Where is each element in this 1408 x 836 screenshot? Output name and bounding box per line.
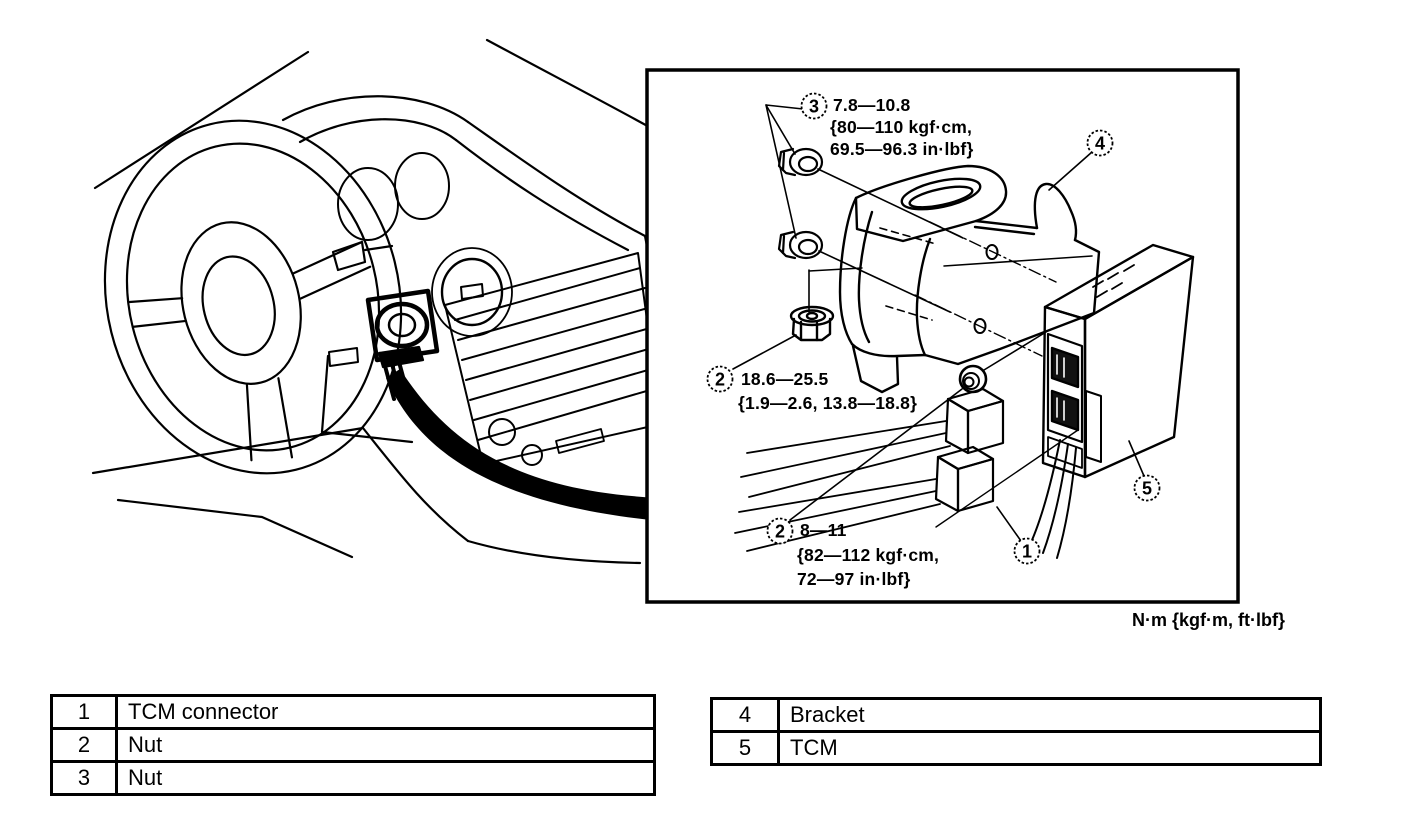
- spec-nut3-line2: {80—110 kgf·cm,: [830, 117, 973, 137]
- legend-label: Nut: [128, 732, 163, 757]
- legend-num: 4: [713, 700, 780, 730]
- wheel-spoke-left: [128, 289, 188, 333]
- legend-num: 5: [713, 733, 780, 763]
- radio-button-row: [556, 429, 604, 453]
- spec-flange-nut-line2: {1.9—2.6, 13.8—18.8}: [738, 393, 918, 413]
- legend-num: 3: [53, 763, 118, 793]
- legend-row-2: [53, 727, 653, 760]
- callout-4-number: 4: [1094, 133, 1106, 154]
- dash-cowl-outer: [283, 96, 468, 122]
- dash-knob-ring: [432, 248, 512, 336]
- wheel-hub-outer: [165, 209, 317, 396]
- legend-table-left: [50, 694, 656, 796]
- floor-line: [468, 541, 640, 563]
- column-stalk: [333, 242, 365, 270]
- callout-1: [1015, 539, 1040, 564]
- callout-3: [802, 94, 827, 119]
- legend-row-1: [53, 697, 653, 727]
- legend-num: 1: [53, 697, 118, 727]
- spec-small-nut-line1: 8—11: [800, 520, 847, 540]
- callout-2b-number: 2: [774, 521, 786, 542]
- wheel-rim-inner: [95, 117, 411, 478]
- spec-nut3-line3: 69.5—96.3 in·lbf}: [830, 139, 974, 159]
- legend-label: TCM: [790, 735, 838, 760]
- dashboard-illustration: [68, 40, 704, 563]
- dash-top-edge2: [456, 140, 628, 250]
- seat-line: [118, 500, 352, 557]
- torque-unit-note: N·m {kgf·m, ft·lbf}: [1132, 610, 1285, 630]
- callout-5: [1135, 476, 1160, 501]
- spec-nut3-line1: 7.8—10.8: [833, 95, 911, 115]
- callout-2-flange: [708, 367, 733, 392]
- wheel-spoke-bottom: [233, 376, 297, 467]
- callout-5-number: 5: [1141, 478, 1153, 499]
- spec-small-nut-line3: 72—97 in·lbf}: [797, 569, 911, 589]
- legend-label: TCM connector: [128, 699, 279, 724]
- legend-row-5: [713, 730, 1319, 763]
- callout-4: [1088, 131, 1113, 156]
- wheel-spoke-right: [289, 242, 373, 299]
- callout-2-small: [768, 519, 793, 544]
- legend-table-right: [710, 697, 1322, 766]
- legend-label: Bracket: [790, 702, 865, 727]
- legend-num: 2: [53, 730, 118, 760]
- callout-2a-number: 2: [714, 369, 726, 390]
- stalk-lever: [365, 246, 392, 250]
- legend-row-4: [713, 700, 1319, 730]
- spec-flange-nut-line1: 18.6—25.5: [741, 369, 829, 389]
- callout-3-number: 3: [808, 96, 820, 117]
- legend-row-3: [53, 760, 653, 793]
- callout-1-number: 1: [1021, 541, 1033, 562]
- gauge-left: [338, 168, 398, 240]
- wheel-hub-inner: [193, 249, 285, 363]
- a-pillar-line: [95, 52, 308, 188]
- bolster-slot: [329, 348, 358, 366]
- dash-cowl-inner: [300, 119, 456, 142]
- pointer-swoosh: [386, 369, 660, 521]
- gauge-right: [395, 153, 449, 219]
- dash-top-edge: [468, 122, 645, 236]
- legend-label: Nut: [128, 765, 163, 790]
- spec-small-nut-line2: {82—112 kgf·cm,: [797, 545, 940, 565]
